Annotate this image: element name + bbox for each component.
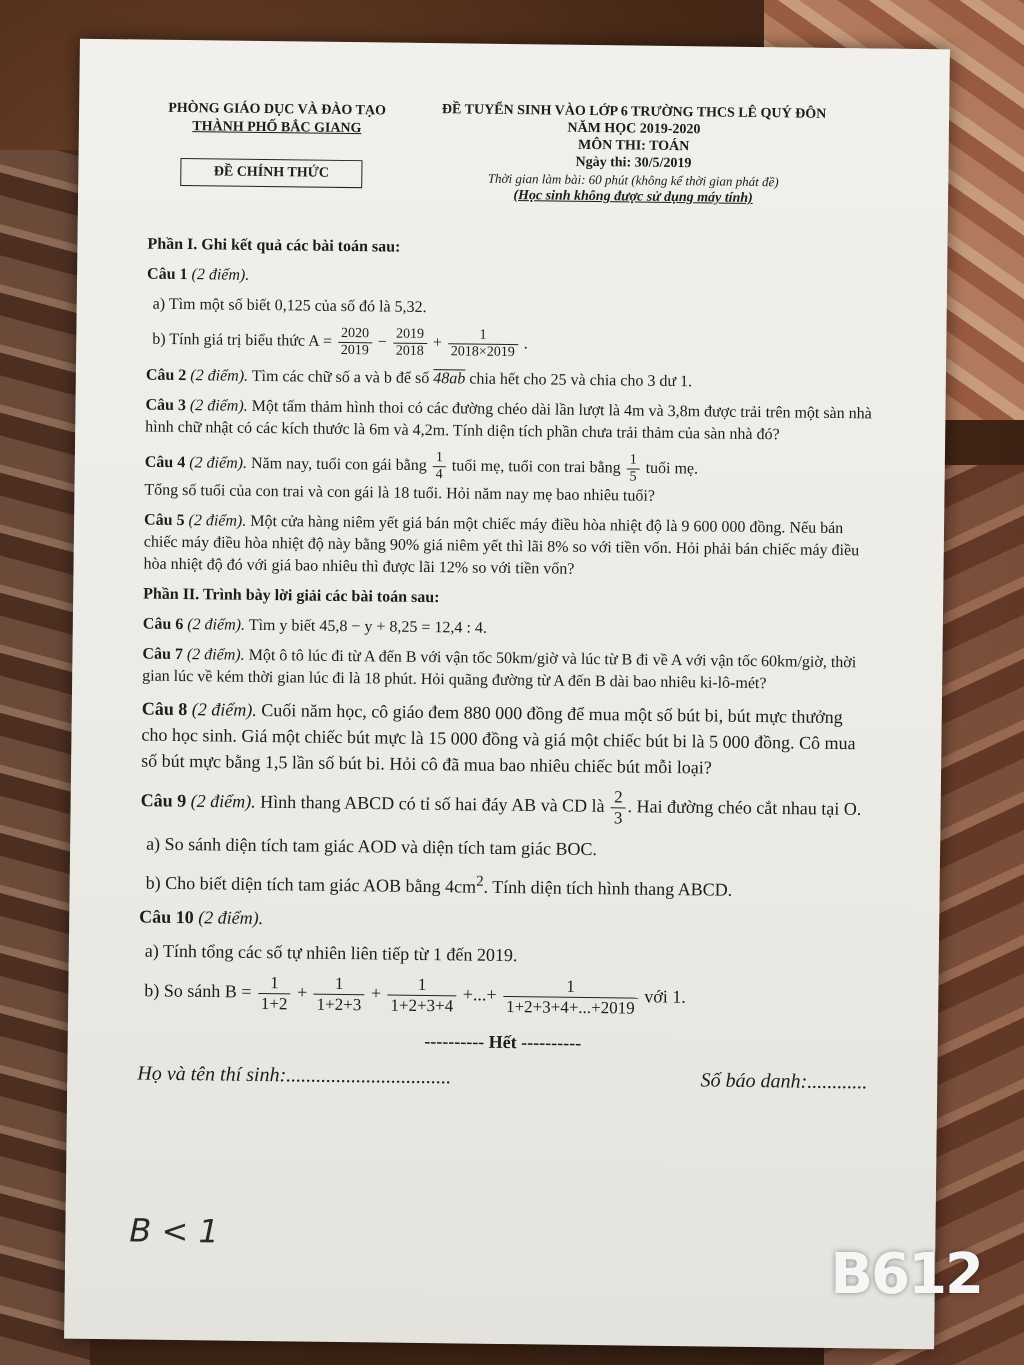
- q1b-fraction-2: [393, 327, 427, 360]
- q10b-suffix: với 1.: [644, 986, 686, 1007]
- q7-text: Một ô tô lúc đi từ A đến B với vận tốc 50km/giờ và lúc từ B đi về A với vận tốc 60km/giờ, thời gian lúc về kém thời gian lúc đi là 18 phút. Hỏi quãng đường từ A đến B dài bao nhiêu ki-lô-mét?: [142, 646, 857, 693]
- operator: +: [432, 334, 443, 352]
- ellipsis-operator: +...+: [462, 984, 497, 1005]
- q9-part-a: a) So sánh diện tích tam giác AOD và diện tích tam giác BOC.: [146, 833, 598, 860]
- q1-part-a: a) Tìm một số biết 0,125 của số đó là 5,32.: [152, 295, 427, 316]
- denominator: 1+2+3+4: [390, 995, 454, 1016]
- q10-part-a: a) Tính tổng các số tự nhiên liên tiếp từ 1 đến 2019.: [144, 940, 518, 966]
- q6: [143, 614, 873, 645]
- numerator: 2020: [338, 326, 372, 343]
- q2-label: Câu 2: [145, 366, 187, 385]
- exam-date: Ngày thi: 30/5/2019: [575, 154, 692, 172]
- q2-text-a: Tìm các chữ số a và b để số: [251, 367, 430, 388]
- exam-paper: [64, 39, 950, 1350]
- operator: +: [370, 982, 382, 1004]
- q10b-term-1: [258, 973, 291, 1014]
- q4-score: (2 điểm).: [189, 454, 248, 472]
- department-line: PHÒNG GIÁO DỤC VÀ ĐÀO TẠO: [168, 100, 387, 119]
- end-marker: ---------- Hết ----------: [424, 1031, 582, 1053]
- q4: [144, 447, 875, 511]
- operator: −: [377, 333, 388, 351]
- q7-label: Câu 7: [142, 645, 184, 664]
- q4-text-c: tuổi mẹ.: [645, 459, 699, 478]
- q1b-suffix: .: [523, 335, 528, 353]
- numerator: 1: [433, 450, 446, 467]
- q9-fraction: [611, 787, 626, 828]
- denominator: 3: [613, 808, 623, 828]
- q1b-fraction-1: [338, 326, 372, 359]
- q9b-suffix: . Tính diện tích hình thang ABCD.: [483, 876, 733, 900]
- q3: [145, 395, 875, 448]
- subject: MÔN THI: TOÁN: [577, 137, 690, 155]
- q1-label: Câu 1: [146, 265, 188, 284]
- numerator: 1: [388, 975, 457, 997]
- q1b-prefix: b) Tính giá trị biểu thức A =: [152, 330, 333, 351]
- exam-header: [408, 101, 859, 208]
- q4-text-d: Tổng số tuổi của con trai và con gái là 18 tuổi. Hỏi năm nay mẹ bao nhiêu tuổi?: [144, 481, 656, 505]
- denominator: 4: [435, 467, 443, 483]
- numerator: 1: [258, 973, 291, 994]
- q4-text-a: Năm nay, tuổi con gái bằng: [250, 455, 427, 475]
- q2-number: 48ab: [433, 370, 466, 388]
- q5-label: Câu 5: [143, 511, 185, 530]
- q1b-fraction-3: [448, 327, 518, 361]
- numerator: 1: [448, 327, 518, 345]
- official-stamp-box: ĐỀ CHÍNH THỨC: [180, 158, 362, 188]
- q7-score: (2 điểm).: [186, 646, 245, 664]
- q4-text-b: tuổi mẹ, tuổi con trai bằng: [451, 457, 621, 477]
- numerator: 2: [611, 787, 626, 808]
- q8: [141, 696, 872, 783]
- q1-part-b: [146, 324, 876, 366]
- exam-title: ĐỀ TUYỂN SINH VÀO LỚP 6 TRƯỜNG THCS LÊ QUÝ ĐÔN: [441, 102, 827, 122]
- q1-heading: [147, 264, 877, 295]
- q4-fraction-son: [626, 452, 639, 485]
- q10b-term-last: [503, 976, 638, 1019]
- q5-score: (2 điểm).: [188, 512, 247, 530]
- part1-title: Phần I. Ghi kết quả các bài toán sau:: [147, 235, 401, 256]
- q10-part-b: [138, 972, 868, 1022]
- q8-score: (2 điểm).: [191, 699, 257, 720]
- q5: [143, 510, 874, 585]
- q2: [146, 365, 876, 396]
- handwritten-answer: B < 1: [129, 1211, 220, 1251]
- q3-score: (2 điểm).: [189, 397, 248, 415]
- q4-label: Câu 4: [144, 453, 186, 472]
- footer: [137, 1063, 867, 1094]
- q10b-term-2: [313, 974, 364, 1016]
- operator: +: [296, 982, 308, 1003]
- app-watermark: B612: [830, 1242, 982, 1307]
- q10-label: Câu 10: [139, 906, 194, 928]
- denominator: 2018×2019: [450, 344, 515, 361]
- q9: [140, 782, 870, 832]
- part2-title: Phần II. Trình bày lời giải các bài toán sau:: [143, 585, 440, 607]
- q9b-superscript: 2: [476, 873, 484, 890]
- city-line: THÀNH PHỐ BẮC GIANG: [192, 119, 362, 137]
- q9b-prefix: b) Cho biết diện tích tam giác AOB bằng 4cm: [145, 872, 477, 897]
- numerator: 1: [627, 452, 640, 469]
- denominator: 1+2+3: [316, 994, 362, 1015]
- denominator: 5: [629, 469, 637, 485]
- calculator-note: (Học sinh không được sử dụng máy tính): [513, 188, 753, 206]
- q7: [142, 644, 872, 697]
- q4-fraction-daughter: [433, 450, 446, 483]
- q9-part-b: [140, 865, 870, 905]
- q8-text: Cuối năm học, cô giáo đem 880 000 đồng để mua một số bút bi, bút mực thưởng cho học sinh. Giá một chiếc bút mực là 15 000 đồng và giá một chiếc bút bi là 5 000 đồng. Cô mua số bút mực bằng 1,5 lần số bút bi. Hỏi cô đã mua bao nhiêu chiếc bút mỗi loại?: [141, 700, 856, 778]
- q10b-term-3: [387, 975, 456, 1017]
- time-allowed: Thời gian làm bài: 60 phút (không kể thời gian phát đề): [487, 170, 779, 190]
- department-header: [157, 100, 397, 139]
- numerator: 2019: [393, 327, 427, 344]
- q10-score: (2 điểm).: [198, 907, 264, 929]
- q5-text: Một cửa hàng niêm yết giá bán một chiếc máy điều hòa nhiệt độ là 9 600 000 đồng. Nếu bán chiếc máy điều hòa nhiệt độ này bằng 90% giá niêm yết thì lãi 8% so với tiền vốn. Hỏi phải bán chiếc máy điều hòa nhiệt độ đó với giá bao nhiêu thì được lãi 12% so với tiền vốn?: [143, 512, 860, 578]
- q6-score: (2 điểm).: [187, 616, 246, 634]
- q9-label: Câu 9: [140, 790, 187, 811]
- candidate-id-field: Số báo danh:............: [700, 1069, 868, 1094]
- q6-label: Câu 6: [142, 615, 184, 634]
- q10-heading: [139, 904, 869, 939]
- q2-text-b: chia hết cho 25 và chia cho 3 dư 1.: [469, 370, 693, 391]
- q9-text-b: . Hai đường chéo cắt nhau tại O.: [627, 796, 862, 819]
- q1-score: (2 điểm).: [191, 266, 250, 284]
- q2-score: (2 điểm).: [190, 367, 249, 385]
- q3-label: Câu 3: [145, 396, 187, 415]
- denominator: 2019: [340, 342, 369, 359]
- exam-content: [129, 230, 877, 1251]
- q9-text-a: Hình thang ABCD có tỉ số hai đáy AB và CD là: [260, 791, 605, 816]
- q9-score: (2 điểm).: [190, 790, 256, 812]
- numerator: 1: [503, 976, 638, 999]
- denominator: 2018: [395, 343, 424, 359]
- q8-label: Câu 8: [141, 698, 188, 720]
- school-year: NĂM HỌC 2019-2020: [567, 120, 701, 138]
- denominator: 1+2+3+4+...+2019: [505, 997, 635, 1018]
- q6-text: Tìm y biết 45,8 − y + 8,25 = 12,4 : 4.: [248, 616, 488, 637]
- q10b-prefix: b) So sánh B =: [144, 980, 252, 1002]
- q3-text: Một tấm thảm hình thoi có các đường chéo dài lần lượt là 4m và 3,8m được trải trên một sàn nhà hình chữ nhật có các kích thước là 6m và 4,2m. Tính diện tích phần chưa trải thảm của sàn nhà đó?: [145, 397, 872, 444]
- numerator: 1: [314, 974, 365, 996]
- candidate-name-field: Họ và tên thí sinh:.................................: [137, 1062, 452, 1089]
- denominator: 1+2: [260, 994, 288, 1014]
